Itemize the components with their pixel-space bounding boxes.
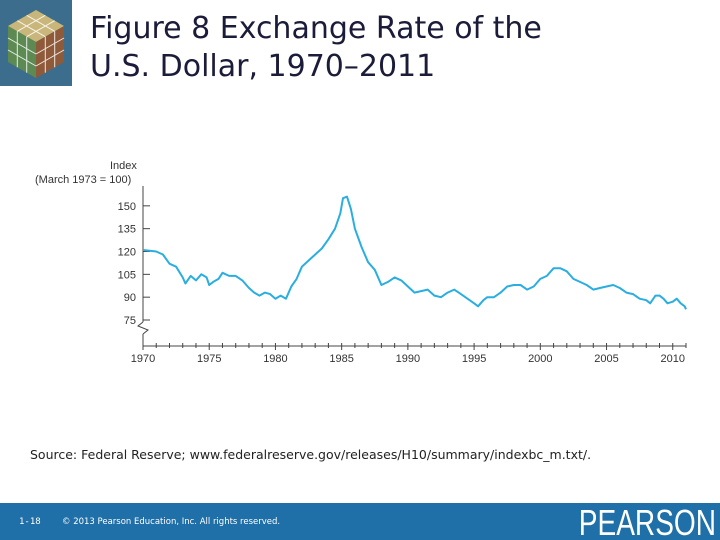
x-axis-tick-label: 2010 [660, 353, 685, 365]
slide-title-line-2: U.S. Dollar, 1970–2011 [90, 49, 436, 84]
x-axis-tick-label: 1980 [263, 353, 288, 365]
slide-title-line-1: Figure 8 Exchange Rate of the [90, 11, 542, 46]
y-axis-tick-label: 150 [117, 200, 136, 213]
slide-title [90, 10, 710, 86]
y-axis-break-mark [138, 322, 148, 334]
y-axis-tick-label: 75 [123, 315, 136, 327]
y-axis-tick-label: 120 [117, 246, 136, 259]
footer-page-number: 1-18 [19, 517, 41, 527]
x-axis-tick-label: 2005 [594, 353, 619, 365]
textbook-cube-logo-icon [0, 0, 72, 86]
y-axis-tick-label: 105 [117, 269, 136, 282]
x-axis-tick-label: 1985 [329, 353, 354, 365]
source-note: Source: Federal Reserve; www.federalreserve.gov/releases/H10/summary/indexbc_m.txt/. [30, 447, 592, 462]
chart-canvas [0, 150, 720, 380]
pearson-logo: PEARSON [578, 502, 716, 540]
x-axis-tick-label: 1975 [196, 353, 222, 365]
x-axis-tick-label: 1970 [130, 353, 156, 365]
exchange-rate-chart [0, 150, 720, 380]
x-axis-tick-label: 1995 [461, 353, 487, 365]
y-axis-tick-label: 135 [117, 223, 136, 236]
exchange-rate-series-line [143, 197, 686, 310]
x-axis-tick-label: 1990 [395, 353, 421, 365]
y-axis-label-line-1: Index [110, 160, 137, 172]
footer-bar [0, 503, 720, 540]
y-axis-label-line-2: (March 1973 = 100) [35, 174, 132, 186]
footer-copyright: © 2013 Pearson Education, Inc. All rights reserved. [62, 517, 281, 527]
x-axis-tick-label: 2000 [528, 353, 553, 365]
y-axis-tick-label: 90 [123, 292, 136, 305]
